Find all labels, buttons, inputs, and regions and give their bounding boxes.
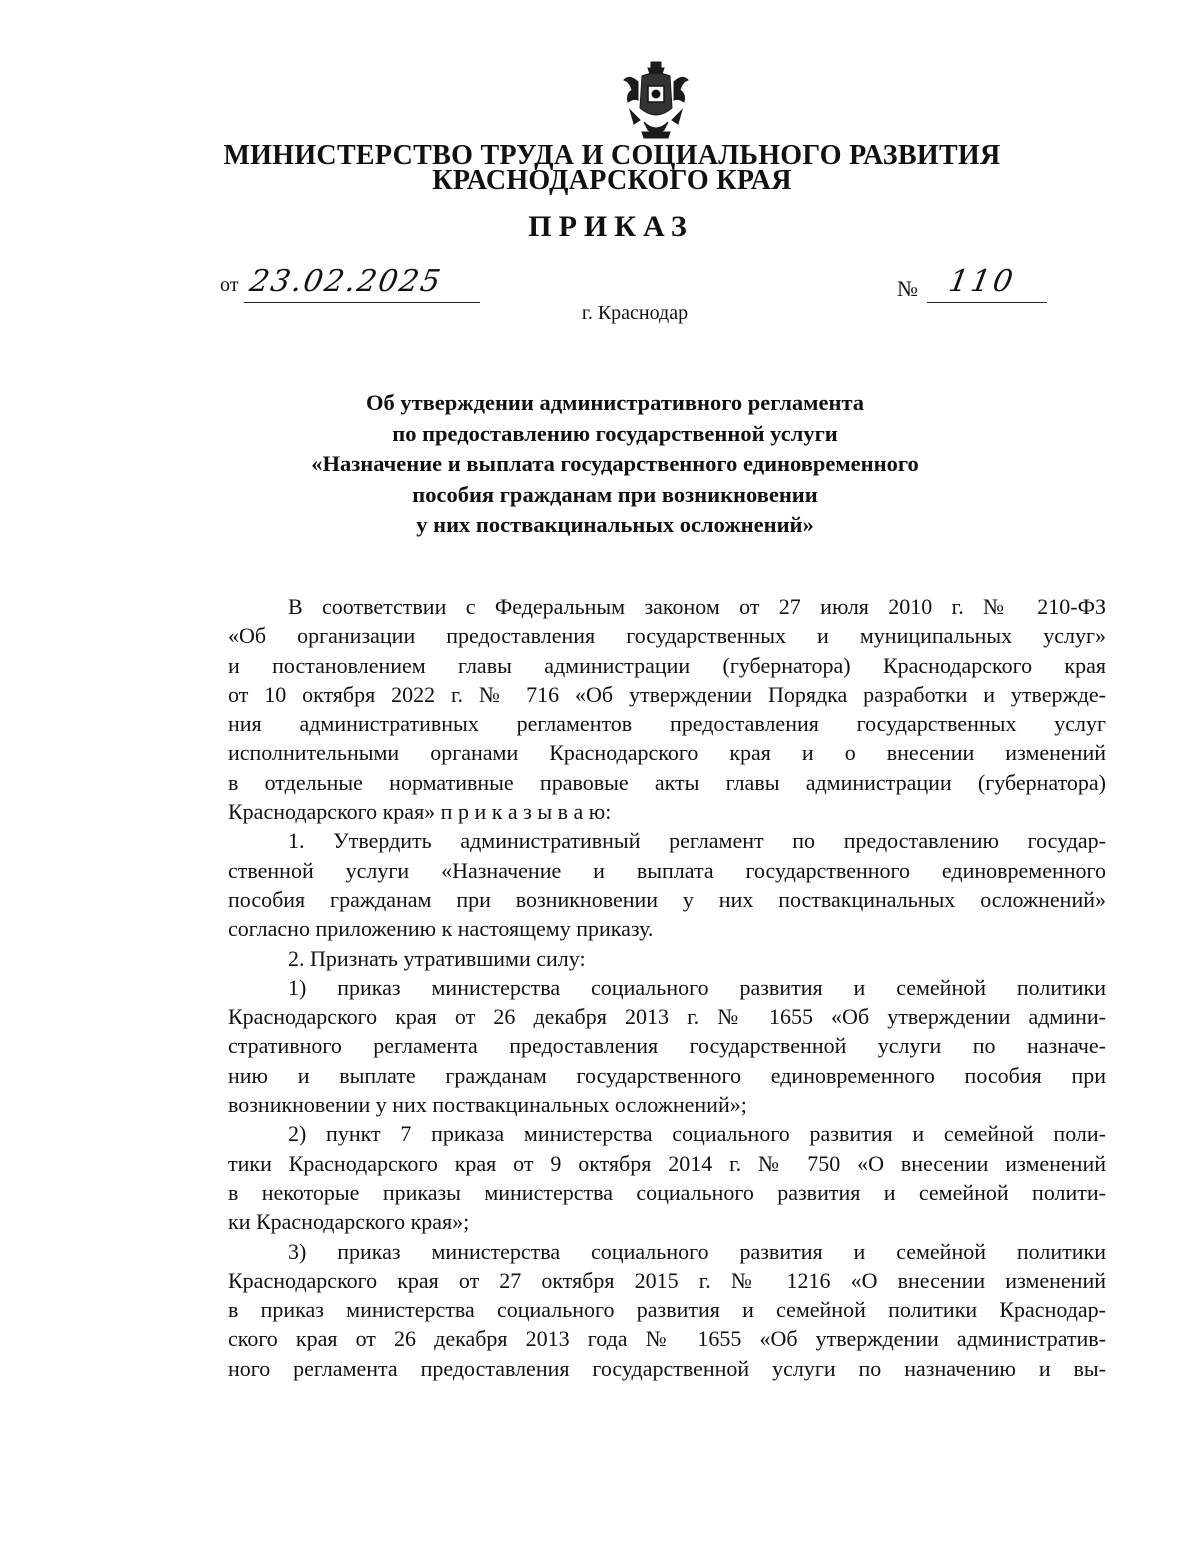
body-line: Краснодарского края от 27 октября 2015 г. № 1216 «О внесении изменений [228,1267,1106,1293]
body-line: Краснодарского края от 26 декабря 2013 г. № 1655 «Об утверждении админи- [228,1004,1106,1030]
subject-line: Об утверждении административного регламента [365,390,865,415]
subject-line: пособия гражданам при возникновении [412,481,818,507]
body-line: нию и выплате гражданам государственного единовременного пособия при [228,1062,1106,1088]
handwritten-number: 110 [945,264,1019,299]
body-line: Краснодарского края» п р и к а з ы в а ю: [228,799,612,825]
order-subject [0,388,1200,541]
body-line: исполнительными органами Краснодарского края и о внесении изменений [228,740,1106,766]
body-line: В соответствии с Федеральным законом от 27 июля 2010 г. № 210-ФЗ [288,594,1106,619]
body-line: и постановлением главы администрации (губернатора) Краснодарского края [228,652,1106,678]
body-line: «Об организации предоставления государственных и муниципальных услуг» [228,623,1106,649]
date-field [220,264,470,304]
handwritten-date: 23.02.2025 [246,264,445,299]
body-line: согласно приложению к настоящему приказу. [228,916,654,942]
body-line: от 10 октября 2022 г. № 716 «Об утверждении Порядка разработки и утвержде- [228,681,1106,707]
ministry-name-line2: КРАСНОДАРСКОГО КРАЯ [432,165,792,196]
subject-line: по предоставлению государственной услуги [392,420,838,446]
coat-of-arms-emblem [620,60,692,140]
body-line: тики Краснодарского края от 9 октября 2014 г. № 750 «О внесении изменений [228,1150,1106,1176]
order-body-text [228,592,1106,1383]
city-name: г. Краснодар [581,302,689,324]
body-line: в отдельные нормативные правовые акты главы администрации (губернатора) [228,769,1106,795]
body-line: ского края от 26 декабря 2013 года № 1655 «Об утверждении административ- [228,1326,1106,1352]
number-prefix: № [897,276,918,301]
number-field [897,264,1047,304]
body-line: стративного регламента предоставления государственной услуги по назначе- [228,1033,1106,1059]
ministry-name-line1: МИНИСТЕРСТВО ТРУДА И СОЦИАЛЬНОГО РАЗВИТИЯ [223,140,1001,171]
body-line: ки Краснодарского края»; [228,1209,470,1235]
body-line: 3) приказ министерства социального развития и семейной политики [288,1238,1106,1264]
body-line: ного регламента предоставления государственной услуги по назначению и вы- [228,1355,1106,1381]
body-line: в некоторые приказы министерства социального развития и семейной полити- [228,1179,1106,1205]
document-type-title: ПРИКАЗ [528,210,694,243]
subject-line: у них поствакцинальных осложнений» [416,512,814,537]
body-line: возникновении у них поствакцинальных осложнений»; [228,1092,747,1118]
body-line: ственной услуги «Назначение и выплата государственного единовременного [228,857,1106,883]
date-prefix: от [220,274,239,296]
body-line: в приказ министерства социального развития и семейной политики Краснодар- [228,1297,1106,1323]
body-line: 2) пункт 7 приказа министерства социального развития и семейной поли- [288,1121,1106,1147]
body-line: 2. Признать утратившими силу: [288,945,586,971]
body-line: пособия гражданам при возникновении у них поствакцинальных осложнений» [228,886,1106,912]
body-line: 1) приказ министерства социального развития и семейной политики [288,974,1106,1000]
body-line: ния административных регламентов предоставления государственных услуг [228,711,1106,737]
subject-line: «Назначение и выплата государственного единовременного [311,451,919,476]
body-line: 1. Утвердить административный регламент по предоставлению государ- [288,828,1106,854]
